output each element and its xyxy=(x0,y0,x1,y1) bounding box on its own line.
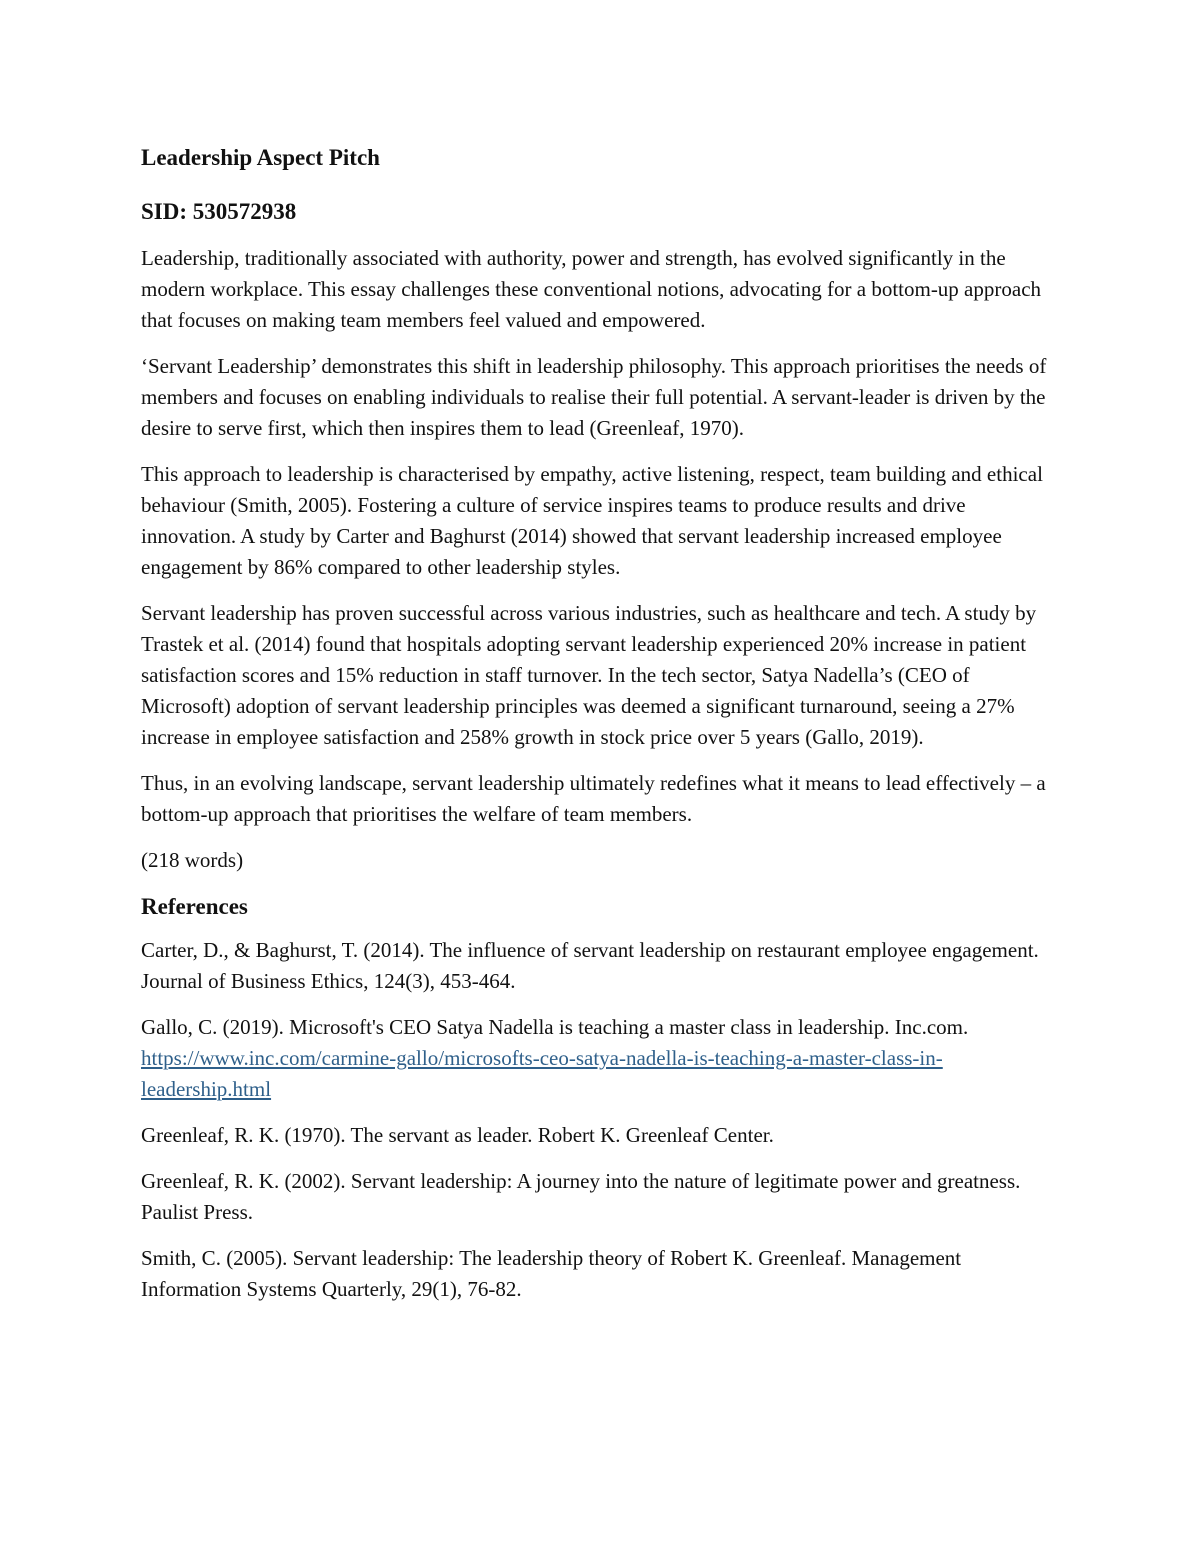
reference-smith: Smith, C. (2005). Servant leadership: The leadership theory of Robert K. Greenleaf. Management Information Systems Quarterly, 29(1), 76-82. xyxy=(141,1246,962,1301)
paragraph-characteristics: This approach to leadership is characterised by empathy, active listening, respect, team building and ethical behaviour (Smith, 2005). Fostering a culture of service inspires teams to produce results and drive innovation. A study by Carter and Baghurst (2014) showed that servant leadership increased employee engagement by 86% compared to other leadership styles. xyxy=(141,462,1043,579)
paragraph-servant-leadership: ‘Servant Leadership’ demonstrates this shift in leadership philosophy. This approach prioritises the needs of members and focuses on enabling individuals to realise their full potential. A servant-leader is driven by the desire to serve first, which then inspires them to lead (Greenleaf, 1970). xyxy=(141,354,1047,440)
reference-gallo-link[interactable]: https://www.inc.com/carmine-gallo/microsofts-ceo-satya-nadella-is-teaching-a-master-class-in-leadership.html xyxy=(141,1046,943,1101)
reference-gallo xyxy=(141,1012,1061,1105)
word-count: (218 words) xyxy=(141,848,244,872)
document-title: Leadership Aspect Pitch xyxy=(141,145,380,170)
references-heading: References xyxy=(141,894,248,919)
reference-carter: Carter, D., & Baghurst, T. (2014). The influence of servant leadership on restaurant employee engagement. Journal of Business Ethics, 124(3), 453-464. xyxy=(141,938,1039,993)
paragraph-conclusion: Thus, in an evolving landscape, servant leadership ultimately redefines what it means to lead effectively – a bottom-up approach that prioritises the welfare of team members. xyxy=(141,771,1046,826)
paragraph-intro: Leadership, traditionally associated with authority, power and strength, has evolved significantly in the modern workplace. This essay challenges these conventional notions, advocating for a bottom-up approach that focuses on making team members feel valued and empowered. xyxy=(141,246,1042,332)
student-id: SID: 530572938 xyxy=(141,199,297,224)
paragraph-industries: Servant leadership has proven successful across various industries, such as healthcare and tech. A study by Trastek et al. (2014) found that hospitals adopting servant leadership experienced 20% increase in patient satisfaction scores and 15% reduction in staff turnover. In the tech sector, Satya Nadella’s (CEO of Microsoft) adoption of servant leadership principles was deemed a significant turnaround, seeing a 27% increase in employee satisfaction and 258% growth in stock price over 5 years (Gallo, 2019). xyxy=(141,601,1037,749)
document-page xyxy=(141,138,1061,1320)
reference-gallo-text: Gallo, C. (2019). Microsoft's CEO Satya Nadella is teaching a master class in leadership. Inc.com. xyxy=(141,1015,969,1039)
reference-greenleaf-2002: Greenleaf, R. K. (2002). Servant leadership: A journey into the nature of legitimate power and greatness. Paulist Press. xyxy=(141,1169,1021,1224)
reference-greenleaf-1970: Greenleaf, R. K. (1970). The servant as leader. Robert K. Greenleaf Center. xyxy=(141,1123,774,1147)
